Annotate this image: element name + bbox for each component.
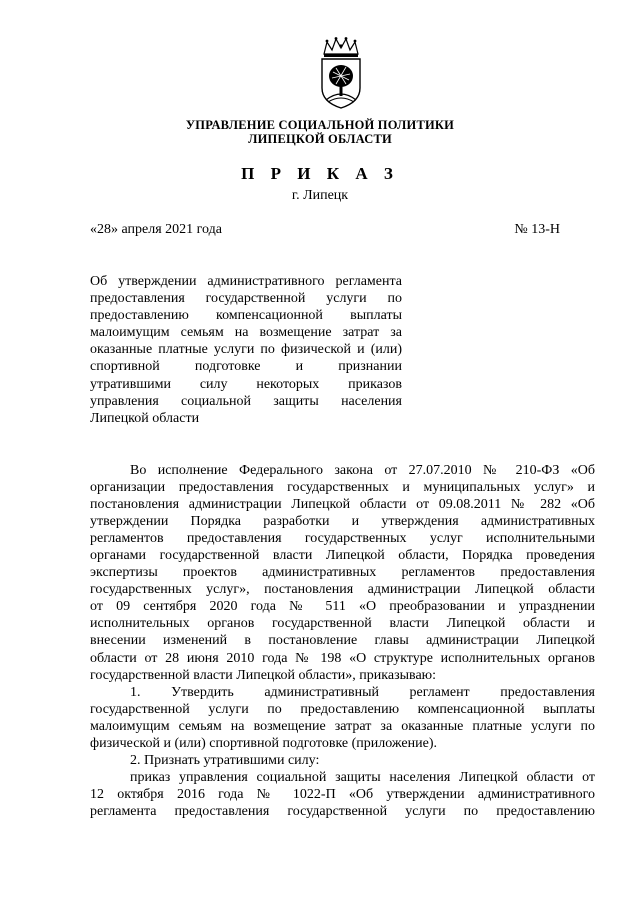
- body-line: органами государственной власти Липецкой области, Порядка проведения: [90, 548, 595, 564]
- body-line: от 09 сентября 2020 года № 511 «О преобразовании и упразднении: [90, 599, 595, 615]
- document-city: г. Липецк: [291, 188, 349, 203]
- subject-line: спортивной подготовке и признании: [90, 359, 402, 375]
- subject-line: утратившими силу некоторых приказов: [90, 376, 402, 392]
- body-line: области от 28 июня 2010 года № 198 «О структуре исполнительных органов: [90, 650, 595, 666]
- subject-line: предоставления государственной услуги по: [90, 291, 402, 307]
- document-type-title: П Р И К А З: [241, 164, 399, 183]
- organization-name-line1: УПРАВЛЕНИЕ СОЦИАЛЬНОЙ ПОЛИТИКИ: [185, 118, 455, 132]
- body-line: утверждении Порядка разработки и утверждения административных: [90, 514, 595, 530]
- organization-name-line2: ЛИПЕЦКОЙ ОБЛАСТИ: [248, 132, 392, 146]
- body-line: экспертизы проектов административных регламентов предоставления: [90, 565, 595, 581]
- document-body: [90, 462, 595, 820]
- body-line: физической и (или) спортивной подготовке (приложение).: [90, 735, 437, 751]
- body-line: постановления администрации Липецкой области от 09.08.2011 № 282 «Об: [90, 497, 595, 513]
- subject-line: управления социальной защиты населения: [90, 393, 402, 409]
- body-line: государственных услуг», постановления администрации Липецкой области: [90, 582, 595, 598]
- body-line: внесении изменений в постановление главы администрации Липецкой: [90, 633, 595, 649]
- subject-line: малоимущим семьям на возмещение затрат за: [90, 325, 402, 341]
- body-line: малоимущим семьям на возмещение затрат за оказанные платные услуги по: [90, 718, 595, 734]
- body-line: организации предоставления государственных и муниципальных услуг» и: [90, 480, 595, 496]
- body-line: регламентов предоставления государственных услуг исполнительными: [90, 531, 595, 547]
- body-line: государственной услуги по предоставлению компенсационной выплаты: [90, 701, 595, 717]
- body-line: 2. Признать утратившими силу:: [130, 752, 320, 768]
- subject-line: предоставлению компенсационной выплаты: [90, 308, 402, 324]
- body-line: приказ управления социальной защиты населения Липецкой области от: [130, 769, 595, 785]
- document-number: № 13-Н: [514, 222, 560, 237]
- body-line: Во исполнение Федерального закона от 27.07.2010 № 210-ФЗ «Об: [130, 463, 595, 478]
- body-line: исполнительных органов государственной власти Липецкой области и: [90, 616, 595, 632]
- subject-line: Липецкой области: [90, 410, 200, 426]
- subject-line: оказанные платные услуги по физической и (или): [90, 342, 402, 358]
- subject-line: Об утверждении административного регламента: [90, 274, 402, 289]
- body-line: 1. Утвердить административный регламент предоставления: [130, 684, 595, 700]
- coat-of-arms-emblem: [318, 36, 364, 110]
- document-date: «28» апреля 2021 года: [90, 222, 222, 237]
- body-line: государственной власти Липецкой области», приказываю:: [90, 667, 437, 683]
- body-line: регламента предоставления государственной услуги по предоставлению: [90, 803, 595, 819]
- document-subject: [90, 273, 402, 427]
- body-line: 12 октября 2016 года № 1022-П «Об утверждении административного: [90, 786, 595, 802]
